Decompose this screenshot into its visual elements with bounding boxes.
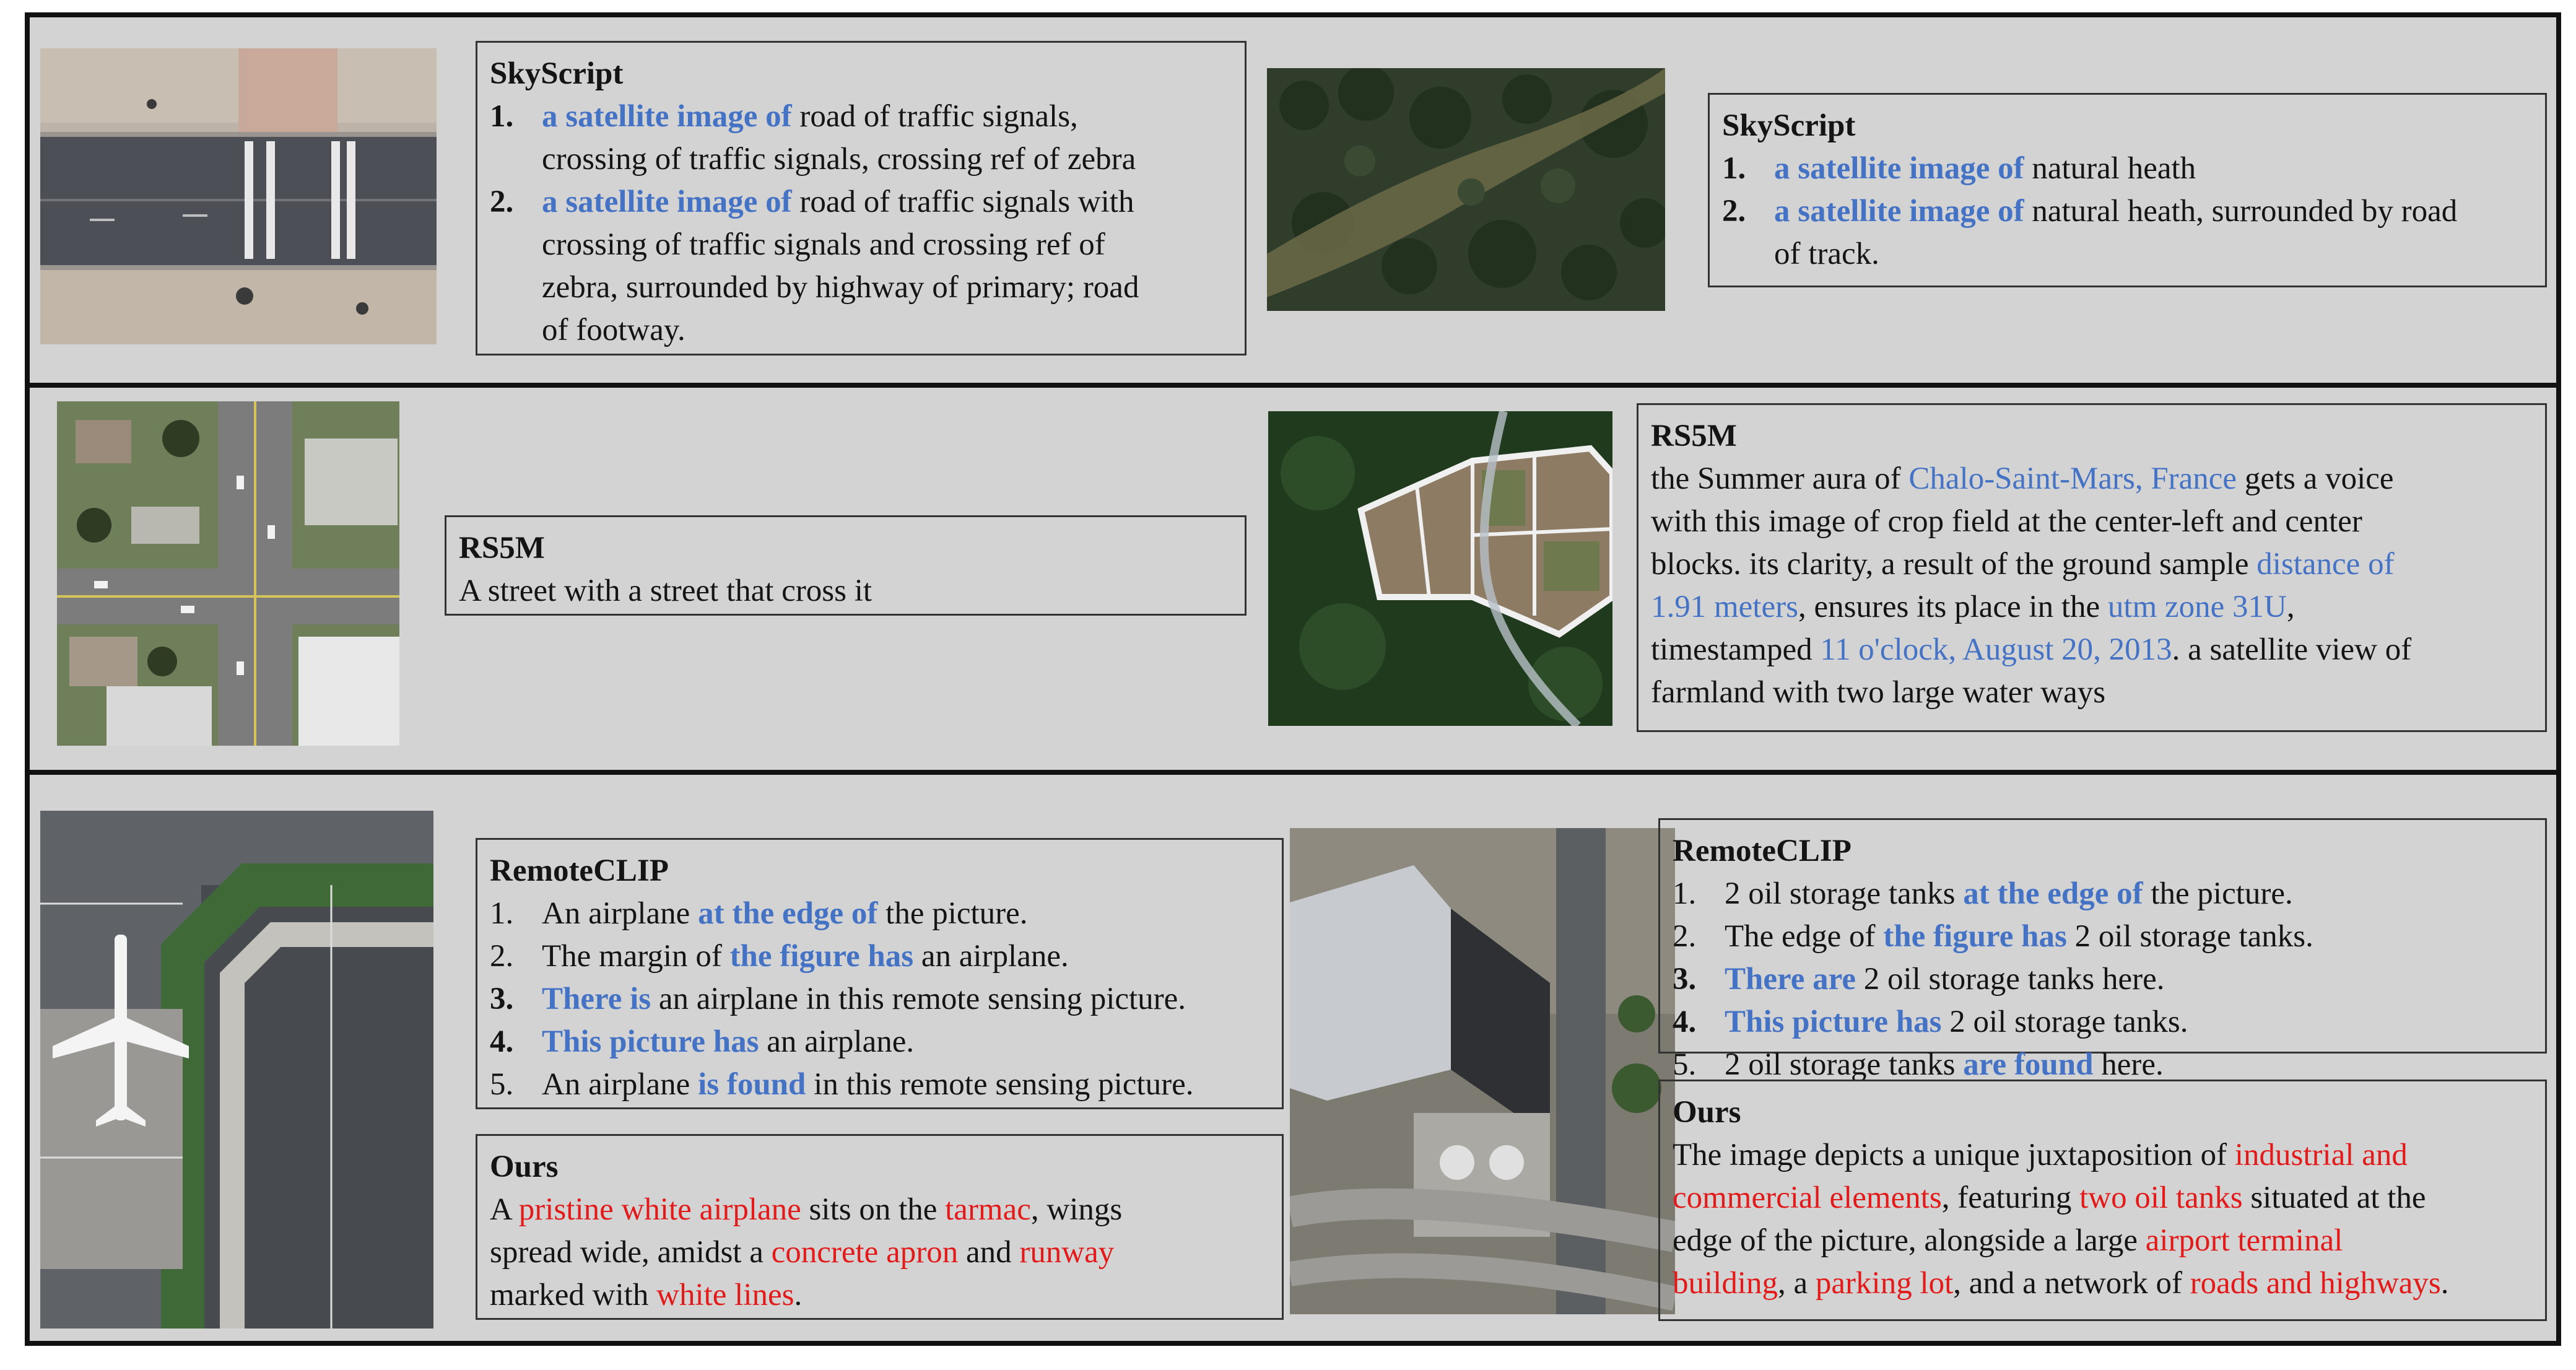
- caption-text: , wings: [1030, 1192, 1123, 1227]
- item-number: 2.: [1722, 194, 1746, 229]
- highlighted-phrase: utm zone 31U: [2107, 590, 2287, 624]
- caption-text: with this image of crop field at the center-left and center: [1651, 504, 2362, 539]
- caption-line: [459, 570, 1232, 613]
- caption-source-title: SkyScript: [490, 56, 624, 91]
- caption-text: An airplane: [542, 1067, 698, 1102]
- caption-text: The margin of: [542, 939, 730, 974]
- caption-line: [542, 978, 1186, 1021]
- caption-line: [542, 1021, 914, 1063]
- caption-text: The edge of: [1725, 919, 1884, 954]
- caption-line: [1774, 233, 2457, 276]
- airport-terminal-oil-tanks-satellite-image: [1290, 828, 1675, 1314]
- caption-line: [1673, 1262, 2533, 1305]
- rs5m-caption-box-1: [445, 515, 1247, 616]
- caption-text: an airplane.: [759, 1024, 915, 1059]
- highlighted-phrase: at the edge of: [698, 896, 878, 931]
- caption-line: [1651, 586, 2533, 629]
- row-remoteclip-vs-ours: [25, 770, 2561, 1346]
- highlighted-phrase: white lines: [656, 1278, 794, 1312]
- row-rs5m: [25, 388, 2561, 775]
- rs5m-caption-box-2: [1637, 403, 2547, 732]
- item-number: 4.: [490, 1024, 514, 1059]
- item-text: [1774, 190, 2457, 276]
- highlighted-phrase: parking lot: [1815, 1266, 1954, 1301]
- caption-line: [490, 1231, 1269, 1274]
- caption-text: 2 oil storage tanks: [1725, 1047, 1964, 1082]
- item-text: [542, 95, 1136, 181]
- item-text: [542, 935, 1069, 978]
- highlighted-phrase: pristine white airplane: [518, 1192, 801, 1227]
- caption-line: [542, 892, 1028, 935]
- heath-forest-satellite-image: [1267, 68, 1665, 311]
- highlighted-phrase: airport terminal: [2145, 1223, 2343, 1258]
- highlighted-phrase: This picture has: [1725, 1005, 1942, 1039]
- row-skyscript: [25, 12, 2561, 388]
- highlighted-phrase: commercial elements: [1673, 1180, 1942, 1215]
- caption-list-item: [1673, 958, 2533, 1001]
- caption-line: [1725, 873, 2293, 915]
- caption-text: natural heath: [2024, 151, 2196, 186]
- caption-line: [1725, 958, 2165, 1001]
- caption-line: [1651, 671, 2533, 714]
- caption-list-item: [490, 892, 1269, 935]
- caption-text: 2 oil storage tanks: [1725, 876, 1964, 911]
- caption-text: An airplane: [542, 896, 698, 931]
- item-number: 2.: [490, 185, 514, 219]
- ours-caption-box-2: [1658, 1080, 2547, 1321]
- caption-list-item: [1673, 1001, 2533, 1044]
- remoteclip-caption-box-1: [476, 838, 1284, 1109]
- caption-source-title: Ours: [1673, 1095, 1741, 1130]
- caption-list-item: [1673, 873, 2533, 915]
- caption-text: A street with a street that cross it: [459, 574, 872, 608]
- highlighted-phrase: building: [1673, 1266, 1778, 1301]
- caption-text: marked with: [490, 1278, 657, 1312]
- caption-text: The image depicts a unique juxtaposition of: [1673, 1138, 2235, 1172]
- caption-text: situated at the: [2242, 1180, 2426, 1215]
- caption-line: [542, 309, 1139, 352]
- item-number: 1.: [490, 896, 514, 931]
- item-number: 1.: [490, 99, 514, 134]
- caption-text: of track.: [1774, 237, 1879, 271]
- skyscript-caption-box-1: [476, 41, 1247, 356]
- caption-line: [1725, 1001, 2188, 1044]
- remoteclip-caption-box-2: [1658, 818, 2547, 1082]
- caption-text: blocks. its clarity, a result of the ground sample: [1651, 547, 2257, 582]
- caption-line: [1673, 1219, 2533, 1262]
- item-number: 3.: [1673, 962, 1697, 997]
- caption-list-item: [1722, 147, 2533, 190]
- caption-text: crossing of traffic signals and crossing ref of: [542, 227, 1105, 262]
- caption-text: of footway.: [542, 313, 685, 347]
- caption-line: [1673, 1177, 2533, 1219]
- caption-text: in this remote sensing picture.: [806, 1067, 1194, 1102]
- caption-text: . a satellite view of: [2172, 632, 2412, 667]
- caption-text: spread wide, amidst a: [490, 1235, 772, 1270]
- highlighted-phrase: is found: [698, 1067, 806, 1102]
- caption-line: [1774, 190, 2457, 233]
- caption-text: 2 oil storage tanks.: [1941, 1005, 2188, 1039]
- caption-line: [1651, 543, 2533, 586]
- airplane-tarmac-satellite-image: [40, 811, 433, 1329]
- caption-line: [490, 1274, 1269, 1317]
- caption-text: here.: [2093, 1047, 2164, 1082]
- caption-text: an airplane.: [913, 939, 1069, 974]
- caption-text: an airplane in this remote sensing picture.: [651, 982, 1186, 1016]
- highlighted-phrase: 1.91 meters: [1651, 590, 1798, 624]
- caption-list-item: [490, 1063, 1269, 1106]
- item-number: 2.: [490, 939, 514, 974]
- caption-text: A: [490, 1192, 519, 1227]
- caption-line: [542, 95, 1136, 138]
- caption-text: zebra, surrounded by highway of primary; road: [542, 270, 1139, 305]
- highlighted-phrase: a satellite image of: [542, 185, 792, 219]
- caption-text: , ensures its place in the: [1798, 590, 2108, 624]
- highlighted-phrase: distance of: [2256, 547, 2395, 582]
- caption-text: 2 oil storage tanks.: [2066, 919, 2313, 954]
- highlighted-phrase: the figure has: [1883, 919, 2067, 954]
- caption-text: ,: [2286, 590, 2295, 624]
- caption-text: farmland with two large water ways: [1651, 675, 2106, 710]
- caption-line: [542, 224, 1139, 266]
- caption-text: sits on the: [801, 1192, 946, 1227]
- item-number: 3.: [490, 982, 514, 1016]
- caption-text: natural heath, surrounded by road: [2024, 194, 2458, 229]
- highlighted-phrase: This picture has: [542, 1024, 759, 1059]
- caption-text: the picture.: [877, 896, 1028, 931]
- caption-line: [1651, 500, 2533, 543]
- caption-text: the picture.: [2143, 876, 2293, 911]
- highlighted-phrase: Chalo-Saint-Mars, France: [1908, 461, 2237, 496]
- caption-source-title: Ours: [490, 1150, 559, 1184]
- caption-text: the Summer aura of: [1651, 461, 1909, 496]
- item-text: [542, 1021, 914, 1063]
- highlighted-phrase: are found: [1963, 1047, 2094, 1082]
- item-text: [1725, 873, 2293, 915]
- item-text: [1725, 915, 2313, 958]
- skyscript-caption-box-2: [1708, 93, 2547, 287]
- caption-line: [542, 1063, 1193, 1106]
- highlighted-phrase: two oil tanks: [2079, 1180, 2243, 1215]
- highlighted-phrase: There are: [1725, 962, 1856, 997]
- caption-text: , a: [1778, 1266, 1816, 1301]
- caption-source-title: RemoteCLIP: [1673, 834, 1852, 868]
- street-intersection-satellite-image: [57, 401, 399, 746]
- caption-text: edge of the picture, alongside a large: [1673, 1223, 2146, 1258]
- caption-text: .: [794, 1278, 803, 1312]
- caption-list-item: [490, 978, 1269, 1021]
- caption-source-title: RS5M: [459, 531, 545, 565]
- item-text: [542, 181, 1139, 352]
- caption-line: [1673, 1134, 2533, 1177]
- item-text: [1774, 147, 2196, 190]
- highlighted-phrase: concrete apron: [771, 1235, 959, 1270]
- item-number: 1.: [1673, 876, 1697, 911]
- caption-comparison-figure: [25, 12, 2561, 1346]
- item-text: [542, 892, 1028, 935]
- caption-list-item: [1722, 190, 2533, 276]
- caption-line: [542, 266, 1139, 309]
- caption-text: and: [958, 1235, 1020, 1270]
- item-text: [542, 1063, 1193, 1106]
- caption-text: timestamped: [1651, 632, 1821, 667]
- crop-field-satellite-image: [1268, 411, 1612, 726]
- caption-line: [1651, 629, 2533, 671]
- highlighted-phrase: 11 o'clock, August 20, 2013: [1820, 632, 2172, 667]
- caption-source-title: RS5M: [1651, 419, 1737, 453]
- highlighted-phrase: There is: [542, 982, 651, 1016]
- highlighted-phrase: tarmac: [945, 1192, 1031, 1227]
- caption-list-item: [490, 95, 1232, 181]
- item-number: 1.: [1722, 151, 1746, 186]
- caption-text: , and a network of: [1953, 1266, 2190, 1301]
- caption-list-item: [490, 935, 1269, 978]
- highlighted-phrase: roads and highways: [2190, 1266, 2441, 1301]
- caption-text: .: [2440, 1266, 2449, 1301]
- highlighted-phrase: a satellite image of: [542, 99, 792, 134]
- caption-source-title: SkyScript: [1722, 108, 1856, 143]
- caption-text: road of traffic signals with: [791, 185, 1134, 219]
- crosswalk-road-satellite-image: [40, 48, 437, 344]
- caption-text: , featuring: [1941, 1180, 2080, 1215]
- caption-line: [1774, 147, 2196, 190]
- ours-caption-box-1: [476, 1134, 1284, 1320]
- caption-text: road of traffic signals,: [791, 99, 1078, 134]
- item-number: 5.: [490, 1067, 514, 1102]
- item-text: [1725, 1001, 2188, 1044]
- item-text: [1725, 958, 2165, 1001]
- caption-text: 2 oil storage tanks here.: [1855, 962, 2165, 997]
- caption-line: [542, 181, 1139, 224]
- caption-line: [1651, 458, 2533, 500]
- highlighted-phrase: a satellite image of: [1774, 194, 2024, 229]
- highlighted-phrase: a satellite image of: [1774, 151, 2024, 186]
- item-number: 5.: [1673, 1047, 1697, 1082]
- caption-source-title: RemoteCLIP: [490, 853, 669, 888]
- highlighted-phrase: industrial and: [2234, 1138, 2408, 1172]
- highlighted-phrase: at the edge of: [1963, 876, 2143, 911]
- item-number: 4.: [1673, 1005, 1697, 1039]
- item-number: 2.: [1673, 919, 1697, 954]
- caption-list-item: [490, 1021, 1269, 1063]
- item-text: [542, 978, 1186, 1021]
- caption-line: [1725, 915, 2313, 958]
- highlighted-phrase: the figure has: [729, 939, 914, 974]
- caption-line: [542, 138, 1136, 181]
- caption-line: [490, 1189, 1269, 1231]
- caption-text: crossing of traffic signals, crossing ref of zebra: [542, 142, 1136, 177]
- caption-list-item: [1673, 915, 2533, 958]
- caption-line: [542, 935, 1069, 978]
- highlighted-phrase: runway: [1019, 1235, 1115, 1270]
- caption-text: gets a voice: [2237, 461, 2394, 496]
- caption-list-item: [490, 181, 1232, 352]
